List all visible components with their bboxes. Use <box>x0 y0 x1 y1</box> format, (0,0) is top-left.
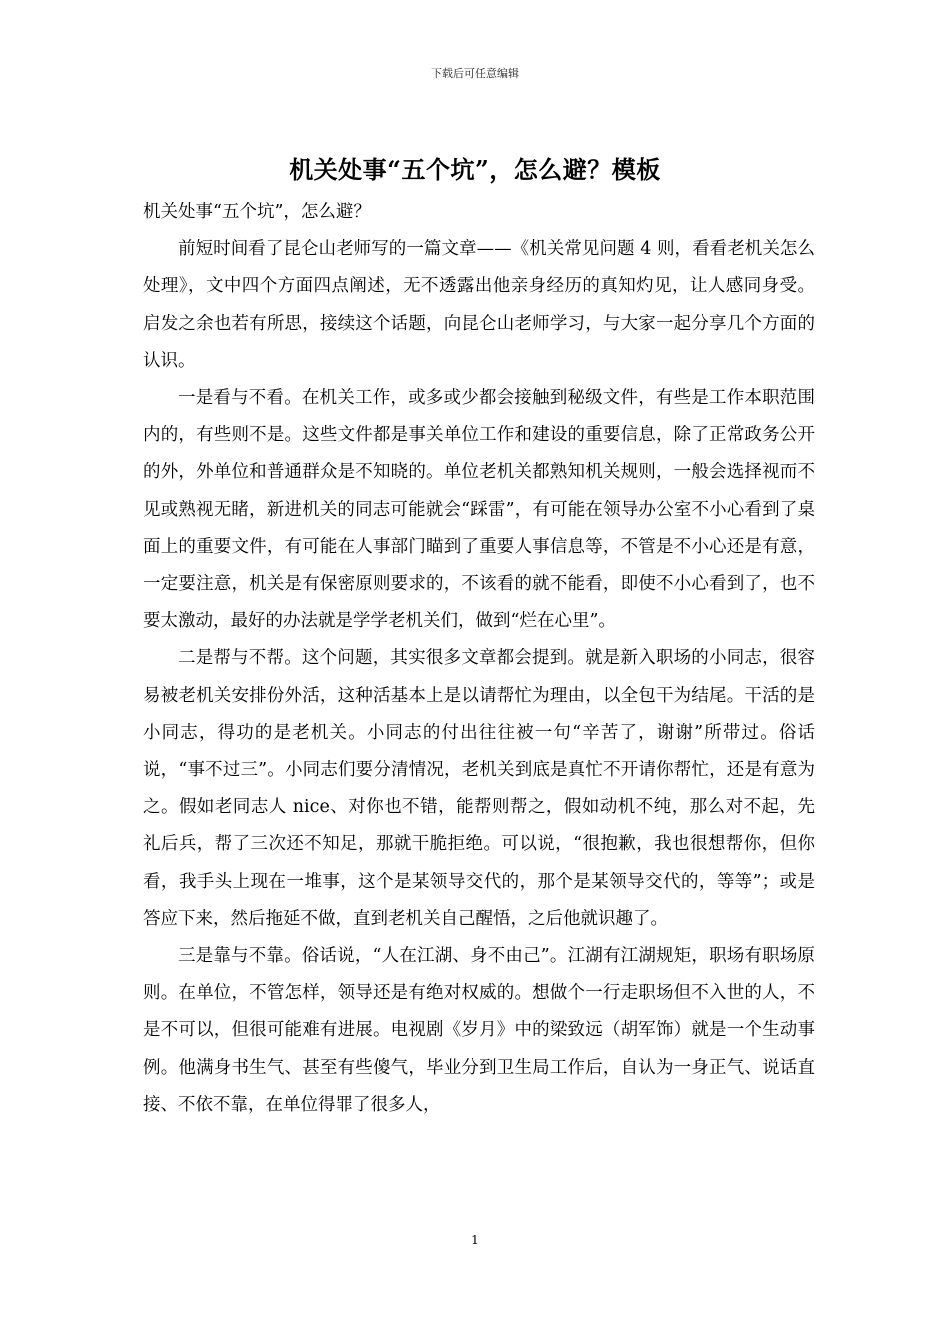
paragraph-two: 二是帮与不帮。这个问题，其实很多文章都会提到。就是新入职场的小同志，很容易被老机关安排份外活，这种活基本上是以请帮忙为理由，以全包干为结尾。干活的是小同志，得功的是老机关。小同志的付出往往被一句“辛苦了，谢谢”所带过。俗话说，“事不过三”。小同志们要分清情况，老机关到底是真忙不开请你帮忙，还是有意为之。假如老同志人 nice、对你也不错，能帮则帮之，假如动机不纯，那么对不起，先礼后兵，帮了三次还不知足，那就干脆拒绝。可以说，“很抱歉，我也很想帮你，但你看，我手头上现在一堆事，这个是某领导交代的，那个是某领导交代的，等等”；或是答应下来，然后拖延不做，直到老机关自己醒悟，之后他就识趣了。 <box>143 648 815 929</box>
paragraph-one: 一是看与不看。在机关工作，或多或少都会接触到秘级文件，有些是工作本职范围内的，有些则不是。这些文件都是事关单位工作和建设的重要信息，除了正常政务公开的外，外单位和普通群众是不知晓的。单位老机关都熟知机关规则，一般会选择视而不见或熟视无睹，新进机关的同志可能就会“踩雷”，有可能在领导办公室不小心看到了桌面上的重要文件，有可能在人事部门瞄到了重要人事信息等，不管是不小心还是有意，一定要注意，机关是有保密原则要求的，不该看的就不能看，即使不小心看到了，也不要太激动，最好的办法就是学学老机关们，做到“烂在心里”。 <box>143 388 815 632</box>
paragraph-three: 三是靠与不靠。俗话说，“人在江湖、身不由己”。江湖有江湖规矩，职场有职场原则。在单位，不管怎样，领导还是有绝对权威的。想做个一行走职场但不入世的人，不是不可以，但很可能难有进展。电视剧《岁月》中的梁致远（胡军饰）就是一个生动事例。他满身书生气、甚至有些傻气，毕业分到卫生局工作后，自认为一身正气、说话直接、不依不靠，在单位得罪了很多人， <box>143 946 815 1115</box>
paragraph-intro: 前短时间看了昆仑山老师写的一篇文章——《机关常见问题 4 则，看看老机关怎么处理》，文中四个方面四点阐述，无不透露出他亲身经历的真知灼见，让人感同身受。启发之余也若有所思，接续这个话题，向昆仑山老师学习，与大家一起分享几个方面的认识。 <box>143 239 815 371</box>
document-body <box>143 194 815 1124</box>
page-header: 下载后可任意编辑 <box>431 67 519 80</box>
document-subtitle: 机关处事“五个坑”，怎么避？ <box>143 202 371 222</box>
document-title: 机关处事“五个坑”，怎么避？模板 <box>289 155 661 184</box>
page-number: 1 <box>471 1233 479 1247</box>
